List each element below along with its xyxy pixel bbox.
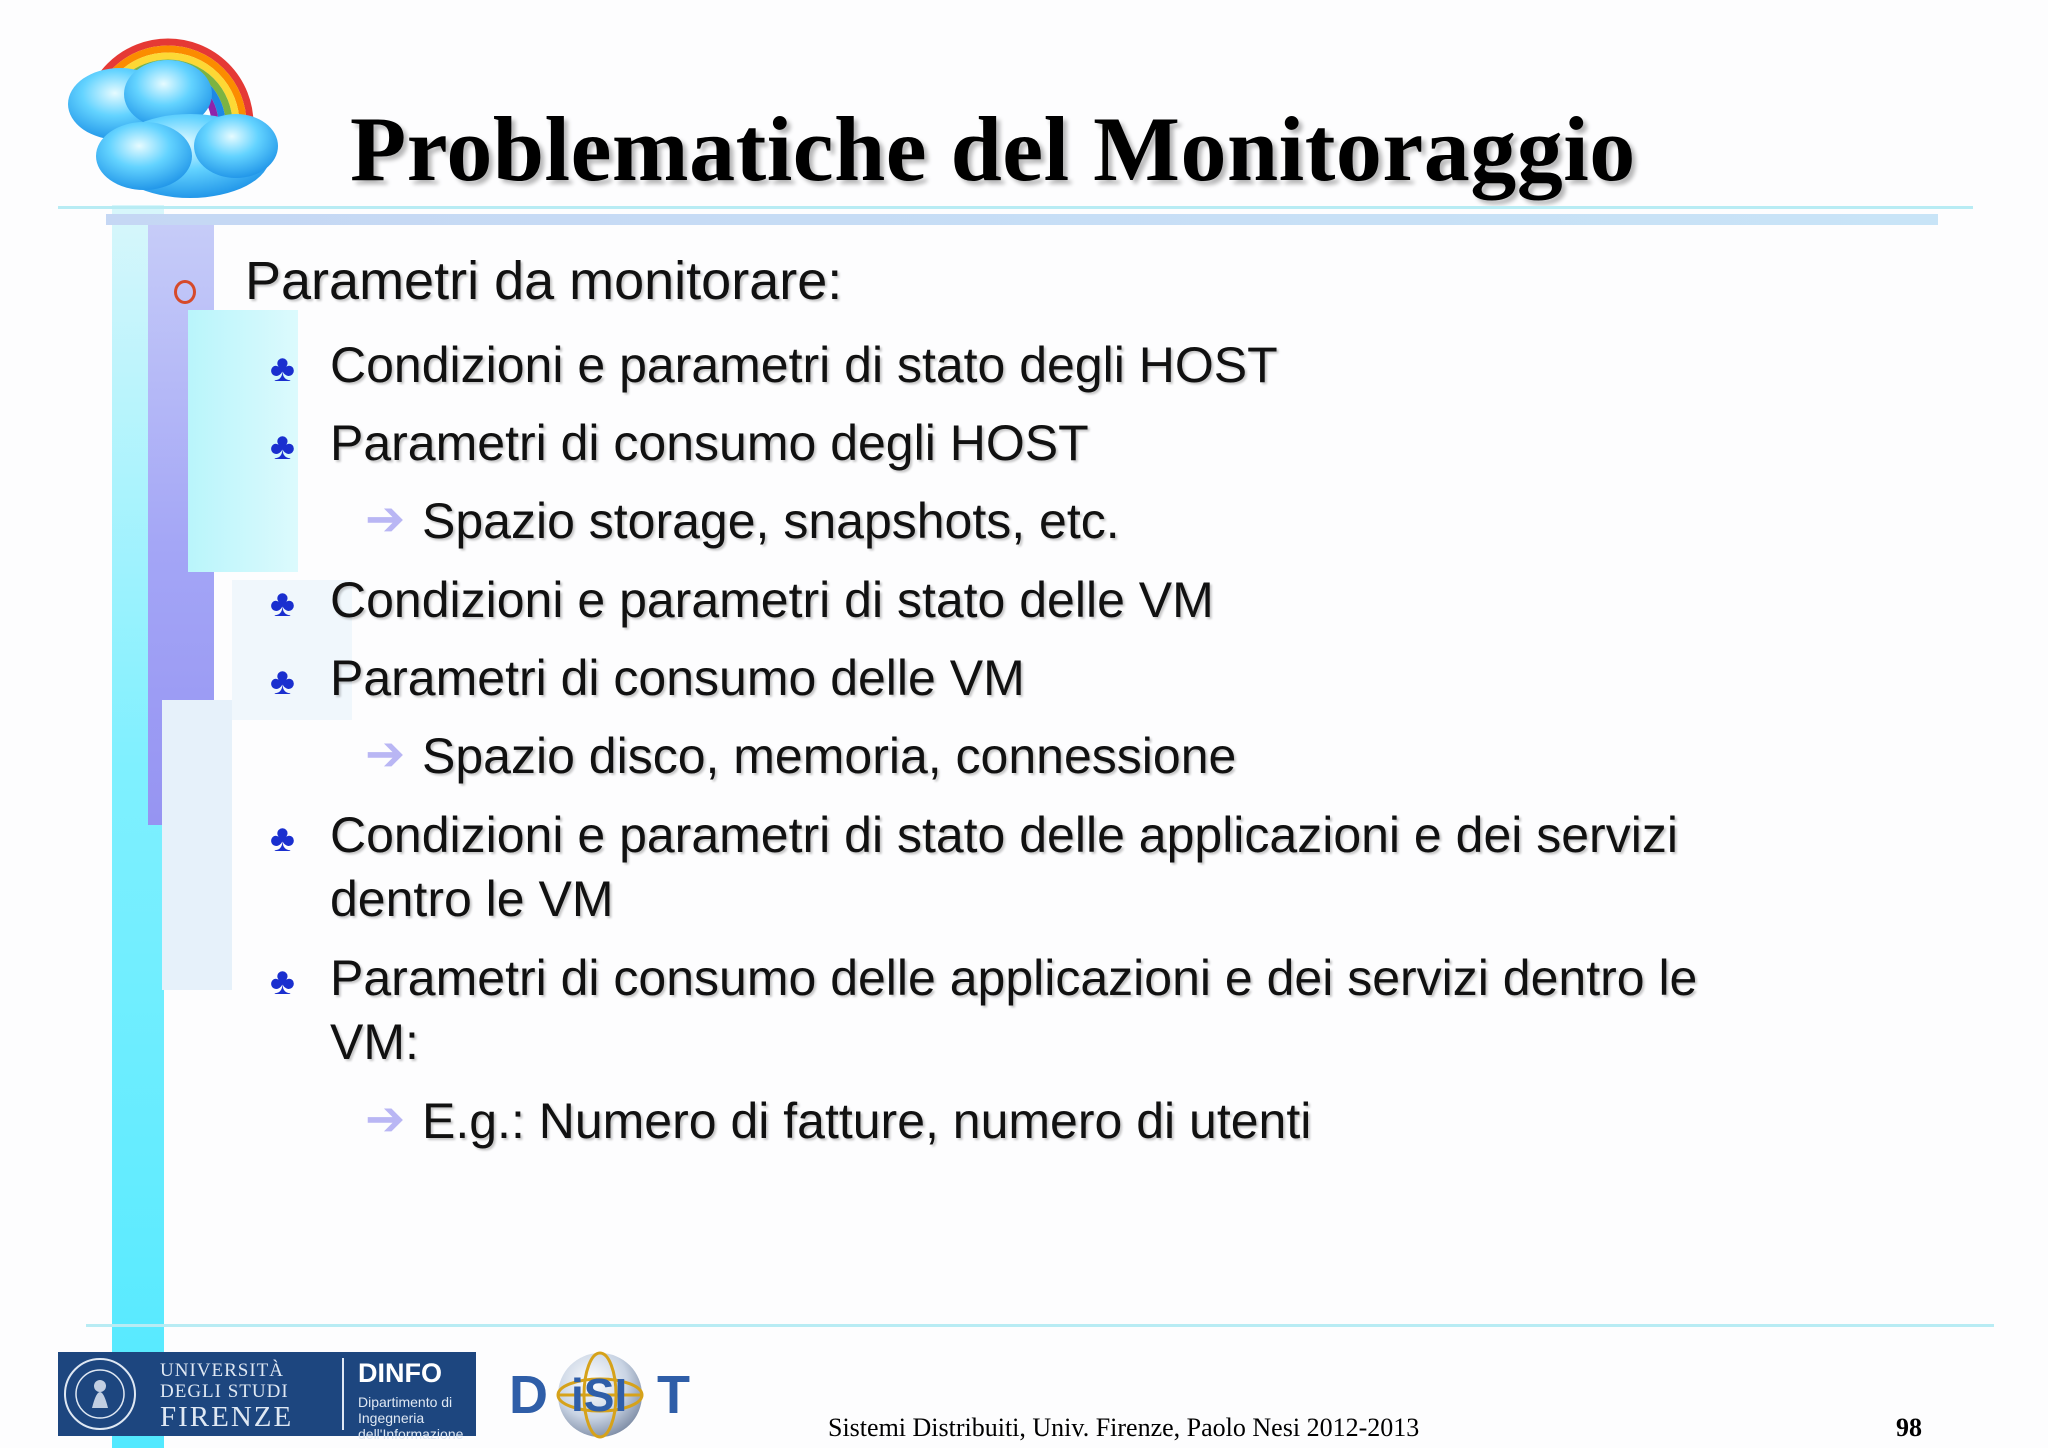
- club-bullet-icon: ♣: [270, 583, 295, 625]
- department-name: DINFO: [358, 1358, 442, 1388]
- circle-bullet-icon: [174, 280, 196, 304]
- university-line-2: DEGLI STUDI: [160, 1381, 289, 1402]
- club-bullet-icon: ♣: [270, 818, 295, 860]
- disit-logo: [505, 1345, 695, 1440]
- logo-divider: [342, 1358, 344, 1430]
- list-item: Parametri di consumo delle VM: [330, 650, 1025, 706]
- list-item: Spazio storage, snapshots, etc.: [422, 493, 1120, 549]
- arrow-bullet-icon: ➔: [365, 728, 406, 781]
- list-item: Spazio disco, memoria, connessione: [422, 728, 1237, 784]
- list-item-continuation: VM:: [330, 1014, 419, 1070]
- title-band: [106, 214, 1938, 225]
- arrow-bullet-icon: ➔: [365, 1093, 406, 1146]
- club-bullet-icon: ♣: [270, 348, 295, 390]
- disit-letters-middle: iSI: [571, 1369, 628, 1421]
- disit-letter-t: T: [657, 1365, 690, 1425]
- university-logo: [58, 1352, 476, 1442]
- list-item: E.g.: Numero di fatture, numero di utenti: [422, 1093, 1312, 1149]
- university-line-3: FIRENZE: [160, 1401, 294, 1433]
- department-line-1: Dipartimento di: [358, 1394, 453, 1410]
- footer-text: Sistemi Distribuiti, Univ. Firenze, Paolo Nesi 2012-2013: [828, 1413, 1420, 1442]
- university-name: [160, 1360, 293, 1432]
- arrow-bullet-icon: ➔: [365, 493, 406, 546]
- list-item: Parametri di consumo delle applicazioni e dei servizi dentro le: [330, 950, 1698, 1006]
- university-line-1: UNIVERSITÀ: [160, 1360, 284, 1381]
- university-seal-icon: [62, 1356, 138, 1432]
- department-subtitle: [358, 1394, 476, 1442]
- list-item: Condizioni e parametri di stato delle VM: [330, 572, 1214, 628]
- club-bullet-icon: ♣: [270, 961, 295, 1003]
- page-number: 98: [1896, 1413, 1922, 1442]
- club-bullet-icon: ♣: [270, 426, 295, 468]
- disit-letter-d: D: [509, 1365, 548, 1425]
- list-item-continuation: dentro le VM: [330, 871, 614, 927]
- list-item: Condizioni e parametri di stato delle applicazioni e dei servizi: [330, 807, 1678, 863]
- list-item: Parametri da monitorare:: [245, 251, 843, 311]
- title-rule: [58, 206, 1973, 209]
- club-bullet-icon: ♣: [270, 661, 295, 703]
- footer-rule: [86, 1324, 1994, 1327]
- decor-pale-block: [162, 700, 232, 990]
- list-item: Parametri di consumo degli HOST: [330, 415, 1089, 471]
- rainbow-cloud-logo: [58, 6, 278, 206]
- department-line-2: Ingegneria dell'Informazione: [358, 1410, 464, 1442]
- slide-title: Problematiche del Monitoraggio: [350, 98, 1636, 200]
- list-item: Condizioni e parametri di stato degli HOST: [330, 337, 1278, 393]
